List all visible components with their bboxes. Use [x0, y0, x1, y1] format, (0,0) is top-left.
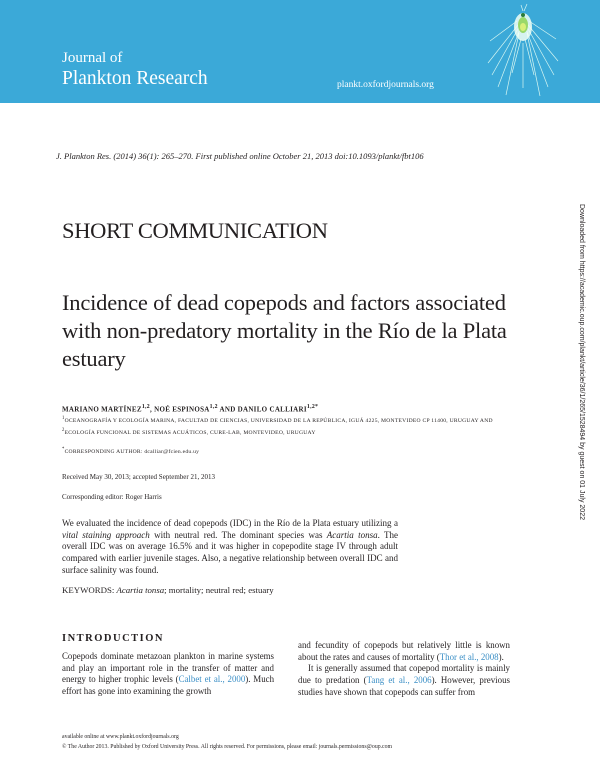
author-3-affil: 1,2*: [306, 404, 319, 410]
intro-right-column: [298, 640, 510, 699]
citation-line: J. Plankton Res. (2014) 36(1): 265–270. First published online October 21, 2013 doi:10.1093/plankt/fbt106: [56, 151, 424, 161]
abstract-vital: vital staining approach: [62, 529, 150, 540]
intro-text: Copepods dominate metazoan plankton in marine systems and play an important role in the transfer of matter and energy to higher trophic levels (: [62, 651, 274, 685]
author-3[interactable]: AND DANILO CALLIARI: [217, 405, 307, 414]
intro-paragraph-2: [298, 640, 510, 663]
article-title: Incidence of dead copepods and factors associated with non-predatory mortality in the Río de la Plata estuary: [62, 290, 507, 371]
keywords-label: KEYWORDS:: [62, 585, 117, 595]
ref-thor-link[interactable]: Thor et al., 2008: [439, 651, 499, 662]
intro-text: and fecundity of copepods but relatively little is known about the rates and causes of mortality (: [298, 640, 510, 662]
introduction-heading: INTRODUCTION: [62, 633, 165, 644]
keywords: [62, 585, 274, 595]
author-1-affil: 1,2: [141, 404, 150, 410]
corr-star: *: [62, 447, 65, 452]
intro-text: ). Much effort has gone into examining the growth: [62, 674, 275, 697]
abstract-species: Acartia tonsa: [326, 529, 378, 540]
intro-left-column: [62, 651, 274, 698]
intro-text: ). However, previous studies have shown that copepods can suffer from: [298, 675, 510, 697]
affil-marker-2: 2: [62, 427, 65, 433]
ref-tang-link[interactable]: Tang et al., 2006: [366, 675, 432, 686]
intro-paragraph-3: [298, 663, 510, 698]
intro-paragraph-1: [62, 651, 274, 698]
plankton-logo-icon: [484, 3, 562, 100]
abstract-text-2: with neutral red. The dominant species was: [149, 529, 327, 540]
received-dates: Received May 30, 2013; accepted September 21, 2013: [62, 473, 215, 481]
copyright-line: © The Author 2013. Published by Oxford University Press. All rights reserved. For permissions, please email: journals.permissions@oup.com: [62, 744, 393, 750]
intro-text: It is generally assumed that copepod mortality is mainly due to predation (: [298, 663, 510, 686]
download-watermark: Downloaded from https://academic.oup.com/plankt/article/36/1/265/1528494 by guest on 01 July 2022: [578, 204, 585, 520]
journal-url-link[interactable]: plankt.oxfordjournals.org: [337, 80, 434, 90]
author-2-affil: 1,2: [209, 404, 218, 410]
keywords-rest: ; mortality; neutral red; estuary: [164, 585, 274, 595]
available-online: available online at www.plankt.oxfordjournals.org: [62, 734, 179, 740]
journal-name-line2: Plankton Research: [62, 68, 208, 89]
author-1[interactable]: MARIANO MARTÍNEZ: [62, 405, 142, 414]
section-heading: SHORT COMMUNICATION: [62, 218, 328, 243]
abstract-text-3: . The overall IDC was on average 16.5% and it was higher in copepodite stage IV through adult compared with earlier juvenile stages. Also, a negative relationship between overall IDC and surface salinity was found.: [62, 529, 398, 575]
intro-text: ).: [498, 651, 504, 662]
journal-banner: [0, 0, 600, 103]
affil-marker-1: 1: [62, 416, 65, 421]
abstract-text-1: We evaluated the incidence of dead copepods (IDC) in the Río de la Plata estuary utilizing a: [62, 518, 398, 528]
author-2[interactable]: , NOÉ ESPINOSA: [150, 405, 210, 414]
author-line: [62, 404, 318, 413]
affil-text-1: OCEANOGRAFÍA Y ECOLOGÍA MARINA, FACULTAD DE CIENCIAS, UNIVERSIDAD DE LA REPÚBLICA, IGUÁ 4225, MONTEVIDEO CP 11400, URUGUAY AND: [64, 417, 493, 424]
ref-calbet-link[interactable]: Calbet et al., 2000: [178, 674, 246, 685]
corresponding-editor: Corresponding editor: Roger Harris: [62, 493, 162, 501]
affiliations: [62, 414, 522, 438]
corr-text: CORRESPONDING AUTHOR: dcalliar@fcien.edu.uy: [64, 448, 200, 455]
abstract: [62, 518, 398, 577]
corresponding-author: [62, 447, 199, 455]
journal-name-line1: Journal of: [62, 50, 123, 66]
affil-text-2: ECOLOGÍA FUNCIONAL DE SISTEMAS ACUÁTICOS, CURE-LAB, MONTEVIDEO, URUGUAY: [64, 429, 316, 436]
keyword-species: Acartia tonsa: [116, 585, 165, 595]
